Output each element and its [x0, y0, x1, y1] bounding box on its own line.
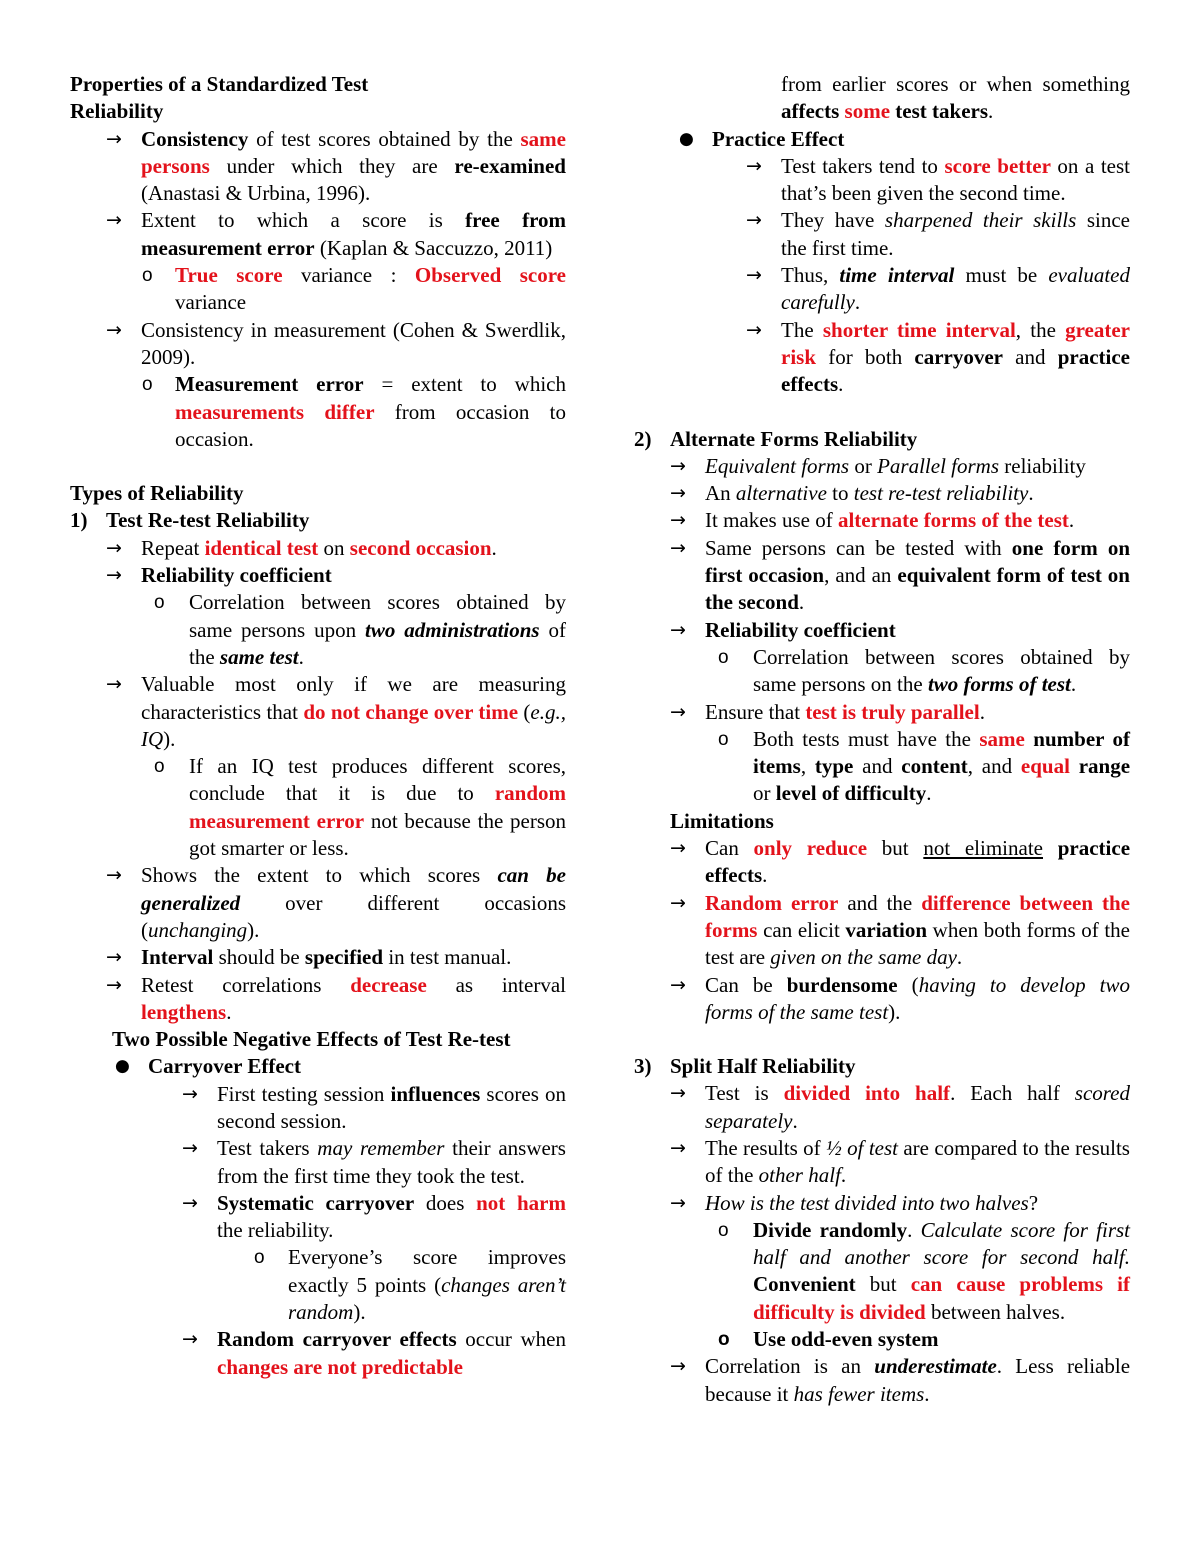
list-item: o Everyone’s score improves exactly 5 points (changes aren’t random).: [254, 1245, 566, 1325]
list-item: ● Carryover Effect: [70, 1053, 566, 1080]
list-item: o Correlation between scores obtained by same persons upon two administrations of the same test.: [154, 590, 566, 669]
list-item: → Shows the extent to which scores can be generalized over different occasions (unchanging).: [106, 863, 566, 942]
negative-effects-heading: Two Possible Negative Effects of Test Re-test: [112, 1027, 511, 1052]
list-item: → They have sharpened their skills since the first time.: [746, 208, 1130, 260]
list-item: → Random carryover effects occur when changes are not predictable: [182, 1327, 567, 1379]
arrow-icon: →: [106, 946, 122, 969]
list-item: → Interval should be specified in test manual.: [70, 944, 566, 971]
arrow-icon: →: [182, 1082, 198, 1105]
list-item: → The shorter time interval, the greater risk for both carryover and practice effects.: [746, 317, 1130, 397]
reliability-heading: Reliability: [70, 99, 164, 124]
arrow-icon: →: [746, 154, 762, 177]
list-item: → Reliability coefficient: [70, 562, 566, 589]
arrow-icon: →: [670, 482, 686, 505]
arrow-icon: →: [746, 264, 762, 287]
list-item: → Correlation is an underestimate. Less reliable because it has fewer items.: [670, 1354, 1131, 1406]
list-item: → It makes use of alternate forms of the test.: [634, 507, 1130, 534]
arrow-icon: →: [746, 318, 762, 341]
list-item: o Measurement error = extent to which measurements differ from occasion to occasion.: [142, 372, 566, 451]
circle-bullet-icon: o: [142, 265, 153, 287]
arrow-icon: →: [106, 973, 122, 996]
section-heading: 2) Alternate Forms Reliability: [634, 426, 918, 451]
circle-bullet-icon: o: [154, 592, 165, 614]
arrow-icon: →: [670, 1082, 686, 1105]
list-item: → The results of ½ of test are compared to the results of the other half.: [670, 1135, 1130, 1188]
page-title: Properties of a Standardized Test: [70, 72, 369, 96]
list-item: → Thus, time interval must be evaluated carefully.: [746, 263, 1130, 315]
limitations-heading: Limitations: [670, 808, 774, 833]
circle-bullet-icon: o: [718, 1329, 730, 1351]
section-heading: 1) Test Re-test Reliability: [70, 508, 310, 533]
arrow-icon: →: [670, 1355, 686, 1378]
arrow-icon: →: [670, 618, 686, 641]
arrow-icon: →: [106, 318, 122, 341]
circle-bullet-icon: o: [718, 646, 729, 668]
list-item: → First testing session influences scores on second session.: [182, 1081, 567, 1133]
arrow-icon: →: [670, 700, 686, 723]
list-item: ● Practice Effect: [634, 126, 1130, 153]
list-item: → Test takers may remember their answers from the first time they took the test.: [182, 1136, 566, 1188]
list-item: o Use odd-even system: [634, 1326, 1130, 1353]
circle-bullet-icon: o: [154, 756, 165, 778]
arrow-icon: →: [746, 209, 762, 232]
list-item: → Valuable most only if we are measuring characteristics that do not change over time (e.g., IQ).: [106, 672, 566, 751]
arrow-icon: →: [106, 536, 122, 559]
list-item: o True score variance : Observed score variance: [142, 263, 566, 315]
arrow-icon: →: [182, 1328, 198, 1351]
list-item: → Test takers tend to score better on a test that’s been given the second time.: [746, 153, 1130, 206]
list-item: → Test is divided into half. Each half scored separately.: [670, 1081, 1131, 1133]
list-item: → Extent to which a score is free from measurement error (Kaplan & Saccuzzo, 2011): [106, 208, 566, 260]
list-item-continuation: from earlier scores or when something affects some test takers.: [781, 72, 1130, 124]
arrow-icon: →: [106, 864, 122, 887]
list-item: o If an IQ test produces different scores, conclude that it is due to random measurement error not because the person got smarter or less.: [154, 754, 566, 861]
arrow-icon: →: [106, 673, 122, 696]
arrow-icon: →: [670, 454, 686, 477]
list-item: → Retest correlations decrease as interval lengthens.: [106, 972, 566, 1024]
arrow-icon: →: [182, 1137, 198, 1160]
arrow-icon: →: [670, 837, 686, 860]
arrow-icon: →: [670, 509, 686, 532]
section-heading: 3) Split Half Reliability: [634, 1054, 856, 1079]
left-column: [70, 71, 566, 1381]
arrow-icon: →: [670, 1136, 686, 1159]
list-item: o Both tests must have the same number of items, type and content, and equal range or level of difficulty.: [718, 726, 1131, 806]
list-item: → How is the test divided into two halves?: [634, 1190, 1130, 1217]
right-column: [634, 71, 1130, 1408]
arrow-icon: →: [670, 973, 686, 996]
arrow-icon: →: [106, 209, 122, 232]
arrow-icon: →: [670, 1191, 686, 1214]
list-item: → An alternative to test re-test reliability.: [634, 480, 1130, 507]
circle-bullet-icon: o: [718, 728, 729, 750]
arrow-icon: →: [670, 891, 686, 914]
list-item: → Reliability coefficient: [634, 617, 1130, 644]
list-item: → Can be burdensome (having to develop two forms of the same test).: [670, 972, 1130, 1024]
list-item: → Random error and the difference between the forms can elicit variation when both forms of the test are given on the same day.: [670, 890, 1130, 970]
circle-bullet-icon: o: [142, 374, 153, 396]
list-item: → Systematic carryover does not harm the reliability.: [182, 1190, 566, 1243]
list-item: → Consistency in measurement (Cohen & Swerdlik, 2009).: [106, 317, 566, 369]
arrow-icon: →: [106, 127, 122, 150]
circle-bullet-icon: o: [254, 1247, 265, 1269]
circle-bullet-icon: o: [718, 1219, 729, 1241]
arrow-icon: →: [182, 1191, 198, 1214]
list-item: o Correlation between scores obtained by same persons on the two forms of test.: [718, 644, 1130, 697]
list-item: → Consistency of test scores obtained by the same persons under which they are re-examined (Anastasi & Urbina, 1996).: [106, 126, 566, 206]
list-item: → Repeat identical test on second occasion.: [70, 535, 566, 562]
bullet-icon: ●: [679, 128, 694, 149]
types-heading: Types of Reliability: [70, 481, 244, 506]
list-item: → Same persons can be tested with one form on first occasion, and an equivalent form of test on the second.: [670, 535, 1130, 615]
list-item: → Ensure that test is truly parallel.: [634, 699, 1130, 726]
list-item: → Equivalent forms or Parallel forms reliability: [634, 453, 1130, 480]
arrow-icon: →: [670, 536, 686, 559]
list-item: → Can only reduce but not eliminate practice effects.: [670, 836, 1131, 888]
list-item: o Divide randomly. Calculate score for first half and another score for second half. Convenient but can cause problems if difficulty is divided between halves.: [718, 1217, 1131, 1324]
arrow-icon: →: [106, 564, 122, 587]
bullet-icon: ●: [115, 1056, 130, 1077]
